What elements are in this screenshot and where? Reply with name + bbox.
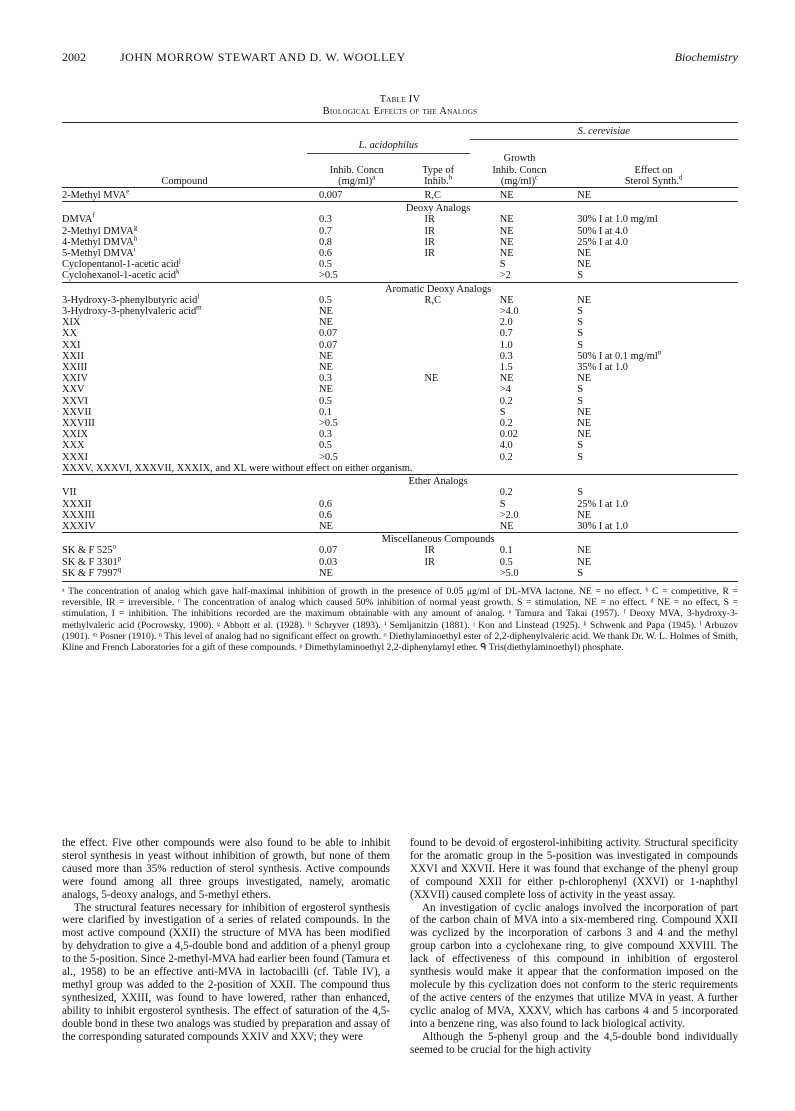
- inhib-concn: 0.8: [319, 236, 332, 248]
- inhib-concn: NE: [319, 384, 333, 396]
- compound-name: XXXIII: [62, 509, 95, 521]
- table-row: [62, 226, 738, 237]
- compound-name: XXVII: [62, 406, 92, 418]
- table-row: [62, 214, 738, 225]
- table-row: [62, 259, 738, 270]
- type-of-inhib: [407, 396, 470, 407]
- table-label: Table IV: [379, 94, 421, 105]
- compound-name: 4-Methyl DMVA$^h$: [62, 234, 138, 248]
- table-row: [62, 545, 738, 556]
- compound-name: SK & F 525$^o$: [62, 542, 117, 557]
- inhib-concn: >0.5: [319, 270, 338, 282]
- table-body: [62, 188, 738, 579]
- running-head-authors: JOHN MORROW STEWART AND D. W. WOOLLEY: [120, 50, 406, 64]
- type-of-inhib: [407, 521, 470, 533]
- compound-name: XXV: [62, 384, 85, 396]
- sterol-effect: NE: [577, 556, 592, 568]
- type-of-inhib: IR: [424, 236, 435, 248]
- growth-inhib: NE: [499, 520, 514, 532]
- inhib-concn: 0.7: [319, 225, 332, 237]
- compound-name: XXXIV: [62, 520, 96, 532]
- table-row: [62, 510, 738, 521]
- col-inhib-concn: Inhib. Concn: [329, 164, 384, 176]
- compound-name: XXXI: [62, 451, 88, 463]
- col-compound: Compound: [62, 176, 307, 188]
- sterol-effect: 30% I at 1.0 mg/ml: [577, 214, 658, 226]
- type-of-inhib: NE: [424, 373, 439, 385]
- table-row: [62, 340, 738, 351]
- growth-inhib: NE: [499, 294, 514, 306]
- sterol-effect: 25% I at 4.0: [577, 236, 628, 248]
- growth-inhib: 4.0: [499, 440, 513, 452]
- col-effect-2: Sterol Synth.$^d$: [569, 176, 738, 188]
- compound-name: XXXII: [62, 498, 92, 510]
- type-of-inhib: [407, 259, 470, 270]
- inhib-concn: 0.6: [319, 509, 332, 521]
- table-row: [62, 270, 738, 282]
- section-header: Miscellaneous Compounds: [381, 534, 495, 546]
- inhib-concn: 0.07: [319, 339, 338, 351]
- compound-name: Cyclopentanol-1-acetic acid$^j$: [62, 256, 181, 271]
- inhib-concn: 0.3: [319, 373, 332, 385]
- type-of-inhib: [407, 510, 470, 521]
- inhib-concn: 0.07: [319, 545, 338, 557]
- type-of-inhib: [407, 568, 470, 579]
- type-of-inhib: IR: [424, 225, 435, 237]
- sterol-effect: NE: [577, 259, 592, 271]
- growth-inhib: NE: [499, 248, 514, 260]
- running-head-journal: Biochemistry: [674, 50, 738, 64]
- growth-inhib: 0.7: [499, 328, 513, 340]
- inhib-concn: 0.5: [319, 440, 332, 452]
- col-growth-unit: $(mg/ml)^c$: [470, 176, 570, 188]
- growth-inhib: 0.1: [499, 545, 513, 557]
- table-row: 2-Methyl MVA$^e$ 0.007 R,C NE NE: [62, 187, 592, 202]
- growth-inhib: >2: [499, 270, 511, 282]
- compound-name: XXVI: [62, 395, 88, 407]
- compound-name: 3-Hydroxy-3-phenylvaleric acid$^m$: [62, 303, 202, 318]
- compound-name: VII: [62, 487, 77, 499]
- sterol-effect: S: [577, 317, 583, 329]
- growth-inhib: 0.2: [499, 451, 513, 463]
- sterol-effect: S: [577, 567, 583, 579]
- compound-name: 2-Methyl DMVA$^g$: [62, 223, 138, 237]
- inhib-concn: 0.3: [319, 429, 332, 441]
- table-row: [62, 237, 738, 248]
- section-header: Ether Analogs: [408, 476, 468, 488]
- table-row: [62, 384, 738, 395]
- group-header-lacto: L. acidophilus: [358, 139, 419, 151]
- running-head: [62, 50, 738, 68]
- inhib-concn: [307, 487, 407, 498]
- body-text: [62, 837, 738, 1056]
- inhib-concn: 0.07: [319, 328, 338, 340]
- compound-name: XXII: [62, 350, 84, 362]
- table-row: [62, 568, 738, 579]
- type-of-inhib: [407, 362, 470, 373]
- inhib-concn: 0.6: [319, 248, 332, 260]
- table-row: [62, 373, 738, 384]
- growth-inhib: 0.3: [499, 350, 513, 362]
- sterol-effect: NE: [577, 248, 592, 260]
- compound-name: XXI: [62, 339, 81, 351]
- type-of-inhib: [407, 418, 470, 429]
- compound-name: XXIV: [62, 373, 88, 385]
- table-row: [62, 407, 738, 418]
- table-row: [62, 418, 738, 429]
- inhib-concn: 0.3: [319, 214, 332, 226]
- col-effect: Effect on: [634, 164, 673, 176]
- type-of-inhib: [407, 452, 470, 463]
- compound-name: SK & F 7997$^q$: [62, 565, 122, 579]
- inhib-concn: 0.1: [319, 406, 332, 418]
- type-of-inhib: [407, 340, 470, 351]
- inhib-concn: NE: [319, 362, 333, 374]
- growth-inhib: >4.0: [499, 306, 519, 318]
- compound-name: Cyclohexanol-1-acetic acid$^k$: [62, 267, 180, 282]
- sterol-effect: S: [577, 339, 583, 351]
- group-header-cerevisiae: S. cerevisiae: [577, 126, 630, 137]
- growth-inhib: >5.0: [499, 567, 519, 579]
- sterol-effect: 50% I at 0.1 $mg/ml^n$: [577, 348, 662, 362]
- inhib-concn: >0.5: [319, 451, 338, 463]
- growth-inhib: S: [499, 259, 506, 271]
- inhib-concn: NE: [319, 317, 333, 329]
- compound-name: XX: [62, 328, 78, 340]
- inhib-concn: NE: [319, 567, 333, 579]
- sterol-effect: 35% I at 1.0: [577, 362, 628, 374]
- sterol-effect: S: [577, 270, 583, 282]
- compound-name: DMVA$^f$: [62, 211, 95, 226]
- sterol-effect: S: [577, 328, 583, 340]
- sterol-effect: S: [577, 395, 583, 407]
- growth-inhib: 0.02: [499, 429, 518, 441]
- type-of-inhib: [407, 429, 470, 440]
- table-row: [62, 521, 738, 533]
- table-row: [62, 317, 738, 328]
- table-row: [62, 328, 738, 339]
- col-growth: Growth: [503, 153, 536, 165]
- sterol-effect: NE: [577, 294, 592, 306]
- growth-inhib: 0.5: [499, 556, 513, 568]
- sterol-effect: S: [577, 306, 583, 318]
- growth-inhib: S: [499, 406, 506, 418]
- right-column: [410, 837, 738, 1056]
- growth-inhib: NE: [499, 214, 514, 226]
- inhib-concn: 0.5: [319, 395, 332, 407]
- sterol-effect: NE: [577, 429, 592, 441]
- table-row: [62, 499, 738, 510]
- compound-name: XIX: [62, 317, 81, 329]
- table-row: [62, 557, 738, 568]
- type-of-inhib: [407, 499, 470, 510]
- inhib-concn: NE: [319, 306, 333, 318]
- sterol-effect: NE: [577, 373, 592, 385]
- sterol-effect: 25% I at 1.0: [577, 498, 628, 510]
- section-note: XXXV, XXXVI, XXXVII, XXXIX, and XL were without effect on either organism.: [62, 462, 413, 474]
- section-header: Deoxy Analogs: [405, 203, 471, 215]
- growth-inhib: 0.2: [499, 487, 513, 499]
- type-of-inhib: [407, 317, 470, 328]
- table-region: [62, 84, 738, 653]
- paragraph: Although the 5-phenyl group and the 4,5-double bond individually seemed to be crucial for the high activity: [410, 1030, 738, 1056]
- inhib-concn: 0.03: [319, 556, 338, 568]
- sterol-effect: 50% I at 4.0: [577, 225, 628, 237]
- table-footnotes: ᵃ The concentration of analog which gave half-maximal inhibition of growth in the presence of 0.05 μg/ml of DL-MVA lactone. NE = no effect. ᵇ C = competitive, R = reversible, IR = irreversible. ᶜ The concentration of analog which caused 50% inhibition of normal yeast growth. S = stimulation, NE = no effect. ᵈ NE = no effect, S = stimulation, I = inhibition. The inhibitions recorded are the maximum obtainable with any amount of analog. ᵉ Tamura and Takai (1957). ᶠ Deoxy MVA, 3-hydroxy-3-methylvaleric acid (Pocrowsky, 1900). ᵍ Abbott et al. (1928). ʰ Schryver (1893). ⁱ Semljanitzin (1881). ʲ Kon and Linstead (1925). ᵏ Schwenk and Papa (1945). ˡ Arbuzov (1901). ᵐ Posner (1910). ⁿ This level of analog had no significant effect on growth. ᵒ Diethylaminoethyl ester of 2,2-diphenylvaleric acid. We thank Dr. W. L. Holmes of Smith, Kline and French Laboratories for a gift of these compounds. ᵖ Dimethylaminoethyl 2,2-diphenylamyl ether. ᑫ Tris(diethylaminoethyl) phosphate.: [62, 585, 738, 653]
- table-row: [62, 429, 738, 440]
- sterol-effect: S: [577, 384, 583, 396]
- table-title: Biological Effects of the Analogs: [322, 106, 478, 117]
- type-of-inhib: [407, 440, 470, 451]
- compound-name: 3-Hydroxy-3-phenylbutyric acid$^l$: [62, 292, 200, 306]
- sterol-effect: S: [577, 487, 583, 499]
- inhib-concn: 0.5: [319, 294, 332, 306]
- type-of-inhib: [407, 270, 470, 282]
- col-type-of: Type of: [422, 164, 455, 176]
- growth-inhib: >4: [499, 384, 511, 396]
- table-bottom-rule: [62, 581, 738, 582]
- inhib-concn: NE: [319, 350, 333, 362]
- sterol-effect: S: [577, 451, 583, 463]
- left-column: [62, 837, 390, 1056]
- compound-name: SK & F 3301$^p$: [62, 554, 122, 568]
- table-row: [62, 306, 738, 317]
- sterol-effect: 30% I at 1.0: [577, 520, 628, 532]
- compound-name: XXIX: [62, 429, 88, 441]
- inhib-concn: 0.6: [319, 498, 332, 510]
- type-of-inhib: [407, 487, 470, 498]
- paragraph: found to be devoid of ergosterol-inhibiting activity. Structural specificity for the aromatic group in the 5-position was investigated in compounds XXVI and XXVII. Here it was found that exchange of the phenyl group of compound XXII for either p-chlorophenyl (XXVI) or 1-naphthyl (XXVII) caused complete loss of activity in the yeast assay.: [410, 837, 738, 901]
- table-row: [62, 362, 738, 373]
- growth-inhib: S: [499, 498, 506, 510]
- type-of-inhib: [407, 384, 470, 395]
- type-of-inhib: [407, 306, 470, 317]
- col-growth-2: Inhib. Concn: [492, 164, 547, 176]
- sterol-effect: NE: [577, 545, 592, 557]
- type-of-inhib: IR: [424, 248, 435, 260]
- page-number: 2002: [62, 50, 86, 64]
- compound-name: XXVIII: [62, 418, 95, 430]
- paragraph: the effect. Five other compounds were also found to be able to inhibit sterol synthesis in yeast without inhibition of growth, but none of them caused more than 35% reduction of sterol synthesis. Active compounds were found among all three groups investigated, namely, aromatic analogs, 5-deoxy analogs, and 5-methyl ethers.: [62, 837, 390, 901]
- growth-inhib: 0.2: [499, 418, 513, 430]
- type-of-inhib: IR: [424, 545, 435, 557]
- inhib-concn: NE: [319, 520, 333, 532]
- section-header: Aromatic Deoxy Analogs: [385, 283, 492, 295]
- type-of-inhib: R,C: [424, 294, 441, 306]
- growth-inhib: 2.0: [499, 317, 513, 329]
- table-row: [62, 351, 738, 362]
- table-row: [62, 396, 738, 407]
- growth-inhib: 1.5: [499, 362, 513, 374]
- sterol-effect: NE: [577, 418, 592, 430]
- sterol-effect: NE: [577, 509, 592, 521]
- growth-inhib: NE: [499, 225, 514, 237]
- growth-inhib: >2.0: [499, 509, 519, 521]
- type-of-inhib: [407, 351, 470, 362]
- growth-inhib: 1.0: [499, 339, 513, 351]
- table-row: [62, 440, 738, 451]
- type-of-inhib: [407, 407, 470, 418]
- type-of-inhib: IR: [424, 556, 435, 568]
- paragraph: The structural features necessary for inhibition of ergosterol synthesis were clarified by investigation of a series of related compounds. In the most active compound (XXII) the structure of MVA has been modified by dehydration to give a 4,5-double bond and addition of a phenyl group to the 5-position. Since 2-methyl-MVA had earlier been found (Tamura et al., 1958) to be an effective anti-MVA in lactobacilli (cf. Table IV), a methyl group was added to the 2-position of XXII. The compound thus synthesized, XXIII, was found to have lowered, rather than enhanced, ability to inhibit ergosterol synthesis. The effect of saturation of the 4,5-double bond in these two analogs was studied by preparation and assay of the corresponding saturated compounds XXIV and XXV; they were: [62, 901, 390, 1043]
- compound-name: 5-Methyl DMVA$^i$: [62, 245, 136, 260]
- bio-effects-table: [62, 122, 738, 579]
- type-of-inhib: IR: [424, 214, 435, 226]
- table-row: [62, 487, 738, 498]
- col-type-of-2: Inhib.$^b$: [407, 176, 470, 188]
- sterol-effect: S: [577, 440, 583, 452]
- paragraph: An investigation of cyclic analogs involved the incorporation of part of the carbon chain of MVA into a six-membered ring. Compound XXII was cyclized by the incorporation of carbons 3 and 4 and the methyl group carbon into a cyclohexane ring, to give compound XXVIII. The lack of effectiveness of this compound in inhibition of ergosterol synthesis would make it appear that the conformation imposed on the molecule by this cyclization does not conform to the steric requirements of the active centers of the enzymes that utilize MVA in yeast. A further cyclic analog of MVA, XXXV, which has carbons 4 and 5 incorporated into a benzene ring, was also found to lack biological activity.: [410, 901, 738, 1030]
- growth-inhib: NE: [499, 236, 514, 248]
- compound-name: XXIII: [62, 362, 88, 374]
- compound-name: XXX: [62, 440, 85, 452]
- table-row: [62, 248, 738, 259]
- table-row: [62, 452, 738, 463]
- table-row: [62, 295, 738, 306]
- growth-inhib: 0.2: [499, 395, 513, 407]
- inhib-concn: 0.5: [319, 259, 332, 271]
- type-of-inhib: [407, 328, 470, 339]
- inhib-concn: >0.5: [319, 418, 338, 430]
- sterol-effect: NE: [577, 406, 592, 418]
- col-inhib-concn-unit: $(mg/ml)^a$: [307, 176, 407, 188]
- growth-inhib: NE: [499, 373, 514, 385]
